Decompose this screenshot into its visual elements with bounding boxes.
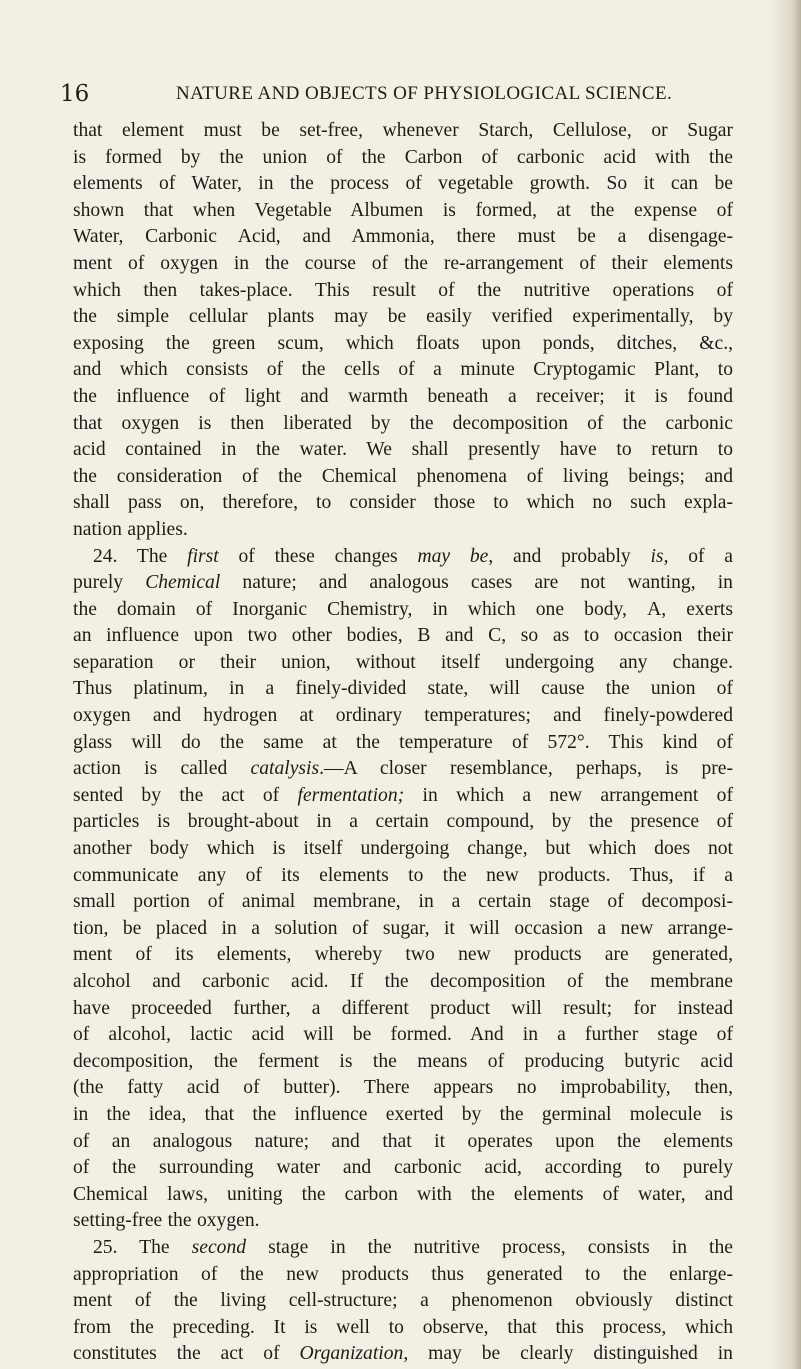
text-line: of alcohol, lactic acid will be formed. And in a further stage of (73, 1024, 733, 1046)
text-line: from the preceding. It is well to observe, that this process, which (73, 1316, 733, 1338)
text-run: , and probably (488, 545, 631, 567)
paragraph-24-line (73, 544, 733, 571)
text-line: the influence of light and warmth beneath a receiver; it is found (73, 385, 733, 407)
text-run: , so as to occasion their (501, 625, 733, 647)
text-line (73, 756, 733, 783)
text-line: that element must be set-free, whenever Starch, Cellulose, or Sugar (73, 120, 733, 141)
text-line: oxygen and hydrogen at ordinary temperatures; and finely-powdered (73, 705, 733, 727)
text-run: sented by the act of (73, 784, 280, 806)
text-line: separation or their union, without itself undergoing any change. (73, 651, 733, 673)
text-line: shown that when Vegetable Albumen is formed, at the expense of (73, 199, 733, 221)
text-line: exposing the green scum, which floats upon ponds, ditches, &c., (73, 332, 733, 354)
text-line: that oxygen is then liberated by the decomposition of the carbonic (73, 412, 733, 434)
page-header (60, 76, 740, 112)
text-line: tion, be placed in a solution of sugar, it will occasion a new arrange- (73, 917, 733, 939)
text-line: ment of the living cell-structure; a phenomenon obviously distinct (73, 1290, 733, 1312)
text-line: the consideration of the Chemical phenomena of living beings; and (73, 465, 733, 487)
text-line: Chemical laws, uniting the carbon with the elements of water, and (73, 1183, 733, 1205)
text-line: the simple cellular plants may be easily verified experimentally, by (73, 306, 733, 328)
text-line: Water, Carbonic Acid, and Ammonia, there must be a disengage- (73, 226, 733, 248)
text-line: of the surrounding water and carbonic acid, according to purely (73, 1157, 733, 1179)
text-run: constitutes the act of (73, 1343, 280, 1365)
italic-run: fermentation; (297, 784, 405, 806)
text-line: small portion of animal membrane, in a certain stage of decomposi- (73, 891, 733, 913)
text-line (73, 783, 733, 810)
text-line: elements of Water, in the process of vegetable growth. So it can be (73, 173, 733, 195)
text-line: shall pass on, therefore, to consider those to which no such expla- (73, 492, 733, 514)
text-run: , of a (663, 545, 733, 567)
text-run: purely (73, 572, 124, 594)
text-run: action is called (73, 758, 228, 780)
italic-run: second (191, 1236, 247, 1258)
text-run: nature; and analogous cases are not wanting, in (242, 572, 733, 594)
text-run: and (445, 625, 474, 647)
text-line: communicate any of its elements to the new products. Thus, if a (73, 864, 733, 886)
text-line: particles is brought-about in a certain compound, by the presence of (73, 811, 733, 833)
paragraph-25-line (73, 1235, 733, 1262)
small-caps-run: B (417, 625, 431, 647)
text-line: alcohol and carbonic acid. If the decomposition of the membrane (73, 971, 733, 992)
page-edge-shadow (771, 0, 801, 1369)
small-caps-run: A (647, 598, 662, 620)
text-line: of an analogous nature; and that it operates upon the elements (73, 1130, 733, 1152)
text-line: which then takes-place. This result of the nutritive operations of (73, 279, 733, 301)
text-run: , exerts (661, 598, 733, 620)
text-line: ment of its elements, whereby two new products are generated, (73, 944, 733, 966)
text-run: in which a new arrangement of (422, 784, 733, 806)
body-text (73, 118, 733, 1368)
text-run: the domain of Inorganic Chemistry, in which one body, (73, 598, 627, 620)
text-line: Thus platinum, in a finely-divided state, will cause the union of (73, 678, 733, 700)
text-line (73, 597, 733, 624)
text-run: , may be clearly distinguished in (403, 1343, 733, 1365)
text-line: is formed by the union of the Carbon of carbonic acid with the (73, 146, 733, 168)
text-line (73, 570, 733, 597)
text-run: .—A closer resemblance, perhaps, is pre- (319, 758, 734, 780)
italic-run: is (650, 545, 664, 567)
text-line: have proceeded further, a different product will result; for instead (73, 997, 733, 1019)
italic-run: first (187, 545, 219, 567)
text-line: in the idea, that the influence exerted by the germinal molecule is (73, 1103, 733, 1125)
running-head: NATURE AND OBJECTS OF PHYSIOLOGICAL SCIENCE. (176, 83, 673, 104)
text-run: an influence upon two other bodies, (73, 625, 403, 647)
small-caps-run: C (488, 625, 502, 647)
text-run: stage in the nutritive process, consists in the (268, 1236, 733, 1258)
text-line: another body which is itself undergoing change, but which does not (73, 838, 733, 860)
text-line: and which consists of the cells of a minute Cryptogamic Plant, to (73, 359, 733, 381)
text-line: (the fatty acid of butter). There appears no improbability, then, (73, 1077, 733, 1099)
italic-run: catalysis (250, 758, 320, 780)
text-line: ment of oxygen in the course of the re-arrangement of their elements (73, 252, 733, 274)
text-line: glass will do the same at the temperature of 572°. This kind of (73, 731, 733, 753)
text-line (73, 623, 733, 650)
text-line (73, 1341, 733, 1368)
italic-run: may be (417, 545, 489, 567)
text-run: of these changes (238, 545, 398, 567)
text-line: setting-free the oxygen. (73, 1210, 260, 1232)
italic-run: Organization (299, 1343, 404, 1365)
page-number: 16 (60, 81, 90, 107)
text-line: decomposition, the ferment is the means of producing butyric acid (73, 1050, 733, 1072)
text-line: acid contained in the water. We shall presently have to return to (73, 439, 733, 461)
text-run: 24. The (93, 545, 168, 567)
text-line: nation applies. (73, 518, 188, 540)
italic-run: Chemical (145, 572, 221, 594)
text-line: appropriation of the new products thus generated to the enlarge- (73, 1263, 733, 1285)
text-run: 25. The (93, 1236, 170, 1258)
